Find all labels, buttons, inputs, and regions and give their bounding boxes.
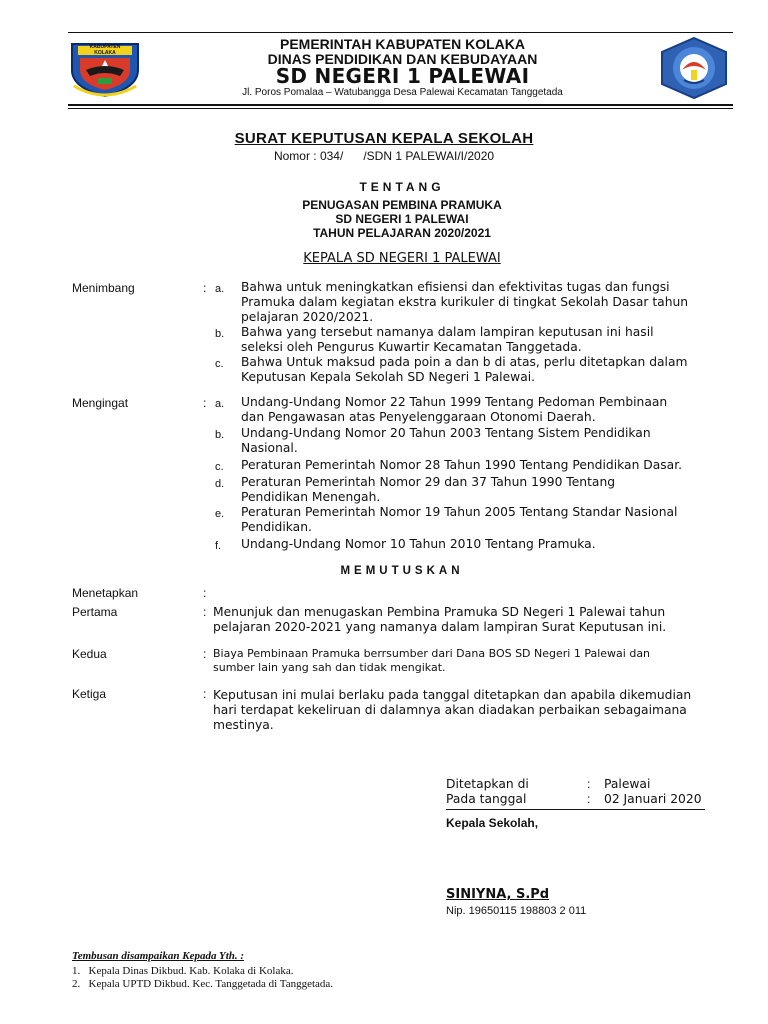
ketiga-text-l3: mestinya. bbox=[213, 718, 274, 732]
place-value: Palewai bbox=[604, 777, 651, 791]
menimbang-colon: : bbox=[203, 281, 207, 295]
date-colon: : bbox=[587, 792, 591, 806]
document-number: Nomor : 034/ /SDN 1 PALEWAI/I/2020 bbox=[273, 149, 495, 163]
menetapkan-colon: : bbox=[203, 586, 207, 600]
ketiga-label: Ketiga bbox=[72, 687, 107, 701]
mengingat-letter-c: c. bbox=[215, 461, 224, 473]
mengingat-item-a-l1: Undang-Undang Nomor 22 Tahun 1999 Tentang Pedoman Pembinaan bbox=[241, 395, 668, 409]
subject-line-1: PENUGASAN PEMBINA PRAMUKA bbox=[302, 198, 502, 212]
pertama-text-l2: pelajaran 2020-2021 yang namanya dalam lampiran Surat Keputusan ini. bbox=[213, 620, 667, 634]
ketiga-text-l1: Keputusan ini mulai berlaku pada tanggal ditetapkan dan apabila dikemudian bbox=[213, 688, 692, 702]
letterhead-top-rule bbox=[68, 32, 733, 33]
issuer-heading: KEPALA SD NEGERI 1 PALEWAI bbox=[303, 251, 501, 266]
tentang-heading: TENTANG bbox=[359, 180, 445, 194]
mengingat-item-e-l2: Pendidikan. bbox=[241, 520, 312, 534]
letterhead-rule-thick bbox=[68, 104, 733, 106]
menetapkan-label: Menetapkan bbox=[72, 586, 139, 600]
mengingat-letter-d: d. bbox=[215, 478, 225, 490]
pertama-label: Pertama bbox=[72, 605, 118, 619]
pertama-colon: : bbox=[203, 605, 207, 619]
tembusan-item: 2. Kepala UPTD Dikbud. Kec. Tanggetada di Tanggetada. bbox=[72, 978, 334, 990]
signatory-role: Kepala Sekolah, bbox=[446, 816, 539, 830]
mengingat-item-e-l1: Peraturan Pemerintah Nomor 19 Tahun 2005 Tentang Standar Nasional bbox=[241, 505, 678, 519]
mengingat-letter-a: a. bbox=[215, 398, 225, 410]
menimbang-item-c-l1: Bahwa Untuk maksud pada poin a dan b di atas, perlu ditetapkan dalam bbox=[241, 355, 688, 369]
kedua-text-l2: sumber lain yang sah dan tidak mengikat. bbox=[213, 661, 446, 674]
signatory-nip: Nip. 19650115 198803 2 011 bbox=[446, 905, 587, 917]
mengingat-item-a-l2: dan Pengawasan atas Penyelenggaraan Otonomi Daerah. bbox=[241, 410, 596, 424]
menimbang-letter-a: a. bbox=[215, 283, 225, 295]
place-label: Ditetapkan di bbox=[446, 777, 529, 791]
memutuskan-heading: MEMUTUSKAN bbox=[340, 565, 464, 577]
tembusan-item: 1. Kepala Dinas Dikbud. Kab. Kolaka di Kolaka. bbox=[72, 965, 294, 977]
menimbang-item-a-l2: Pramuka dalam kegiatan ekstra kurikuler di tingkat Sekolah Dasar tahun bbox=[241, 295, 689, 309]
mengingat-item-b-l2: Nasional. bbox=[241, 441, 298, 455]
menimbang-item-b-l1: Bahwa yang tersebut namanya dalam lampiran keputusan ini hasil bbox=[241, 325, 654, 339]
menimbang-letter-b: b. bbox=[215, 328, 225, 340]
kedua-text-l1: Biaya Pembinaan Pramuka berrsumber dari Dana BOS SD Negeri 1 Palewai dan bbox=[213, 647, 651, 660]
mengingat-letter-e: e. bbox=[215, 508, 225, 520]
kedua-label: Kedua bbox=[72, 647, 107, 661]
date-label: Pada tanggal bbox=[446, 792, 527, 806]
letterhead-government: PEMERINTAH KABUPATEN KOLAKA bbox=[280, 36, 525, 52]
subject-line-3: TAHUN PELAJARAN 2020/2021 bbox=[313, 226, 491, 240]
mengingat-item-c-l1: Peraturan Pemerintah Nomor 28 Tahun 1990 Tentang Pendidikan Dasar. bbox=[241, 458, 683, 472]
document-title: SURAT KEPUTUSAN KEPALA SEKOLAH bbox=[234, 130, 534, 147]
ketiga-colon: : bbox=[203, 687, 207, 701]
mengingat-item-f-l1: Undang-Undang Nomor 10 Tahun 2010 Tentang Pramuka. bbox=[241, 537, 596, 551]
letterhead-rule-thin bbox=[68, 108, 733, 109]
menimbang-item-a-l1: Bahwa untuk meningkatkan efisiensi dan efektivitas tugas dan fungsi bbox=[241, 280, 670, 294]
letterhead-school-name: SD NEGERI 1 PALEWAI bbox=[275, 64, 530, 88]
menimbang-label: Menimbang bbox=[72, 281, 135, 295]
date-value: 02 Januari 2020 bbox=[604, 792, 702, 806]
tut-wuri-handayani-emblem-icon bbox=[658, 36, 730, 100]
signature-rule bbox=[446, 809, 705, 810]
menimbang-item-a-l3: pelajaran 2020/2021. bbox=[241, 310, 374, 324]
mengingat-item-d-l2: Pendidikan Menengah. bbox=[241, 490, 381, 504]
signatory-name: SINIYNA, S.Pd bbox=[446, 887, 550, 902]
mengingat-item-b-l1: Undang-Undang Nomor 20 Tahun 2003 Tentang Sistem Pendidikan bbox=[241, 426, 651, 440]
mengingat-colon: : bbox=[203, 396, 207, 410]
mengingat-label: Mengingat bbox=[72, 396, 129, 410]
place-colon: : bbox=[587, 777, 591, 791]
mengingat-letter-b: b. bbox=[215, 429, 225, 441]
mengingat-letter-f: f. bbox=[215, 540, 222, 552]
menimbang-item-c-l2: Keputusan Kepala Sekolah SD Negeri 1 Palewai. bbox=[241, 370, 536, 384]
letterhead-agency: DINAS PENDIDIKAN DAN KEBUDAYAAN bbox=[267, 51, 538, 67]
left-logo-caption: KABUPATEN KOLAKA bbox=[89, 44, 121, 56]
ketiga-text-l2: hari terdapat kekeliruan di dalamnya akan diadakan perbaikan sebagaimana bbox=[213, 703, 687, 717]
menimbang-letter-c: c. bbox=[215, 358, 224, 370]
letterhead-address: Jl. Poros Pomalaa – Watubangga Desa Palewai Kecamatan Tanggetada bbox=[242, 87, 563, 98]
tembusan-title: Tembusan disampaikan Kepada Yth. : bbox=[72, 950, 245, 962]
menimbang-item-b-l2: seleksi oleh Pengurus Kuwartir Kecamatan Tanggetada. bbox=[241, 340, 582, 354]
pertama-text-l1: Menunjuk dan menugaskan Pembina Pramuka SD Negeri 1 Palewai tahun bbox=[213, 605, 666, 619]
kedua-colon: : bbox=[203, 647, 207, 661]
mengingat-item-d-l1: Peraturan Pemerintah Nomor 29 dan 37 Tahun 1990 Tentang bbox=[241, 475, 616, 489]
subject-line-2: SD NEGERI 1 PALEWAI bbox=[335, 212, 469, 226]
